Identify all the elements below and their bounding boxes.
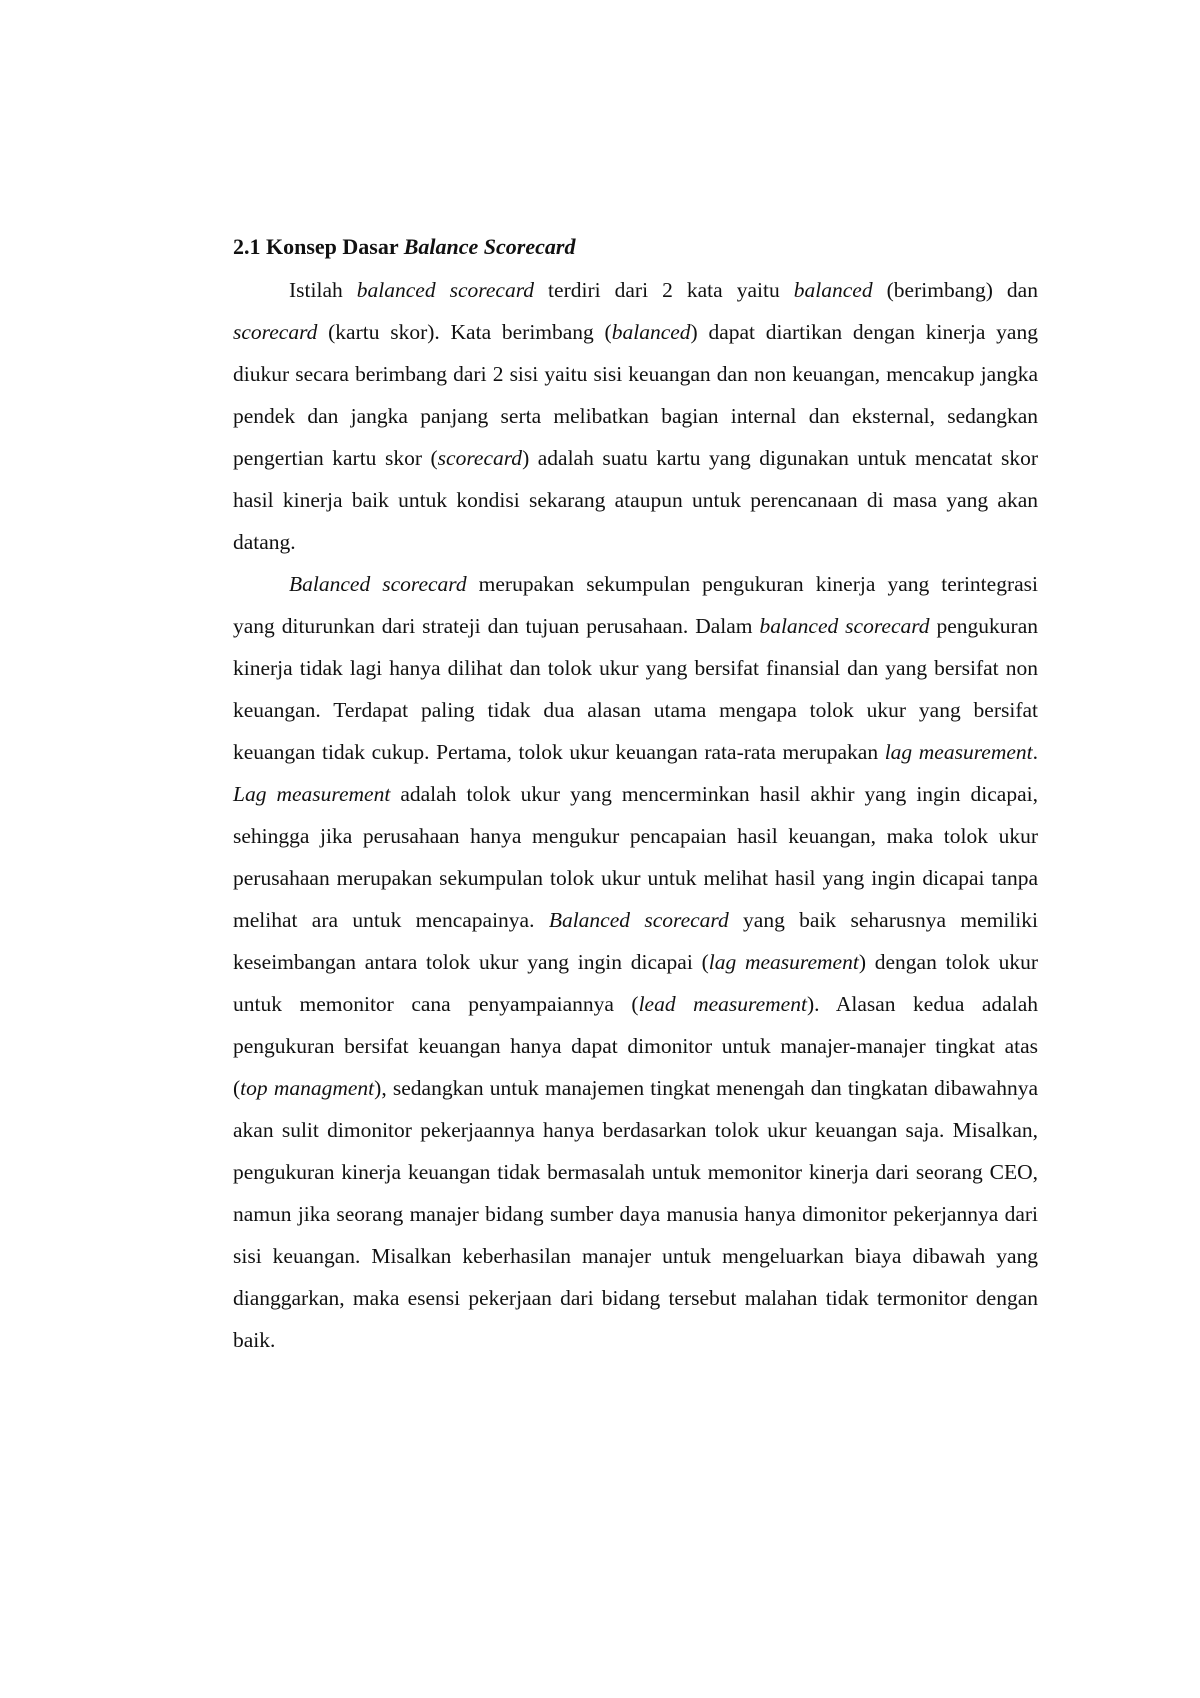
section-heading <box>233 232 1038 262</box>
section-heading-number: 2.1 Konsep Dasar <box>233 234 404 259</box>
italic-term: balanced <box>793 278 873 302</box>
text-run: pengukuran kinerja tidak lagi hanya dilihat dan tolok ukur yang bersifat finansial dan yang bersifat non keuangan. Terdapat paling tidak dua alasan utama mengapa tolok ukur yang bersifat keuangan tidak cukup. Pertama, tolok ukur keuangan rata-rata merupakan <box>233 614 1038 764</box>
text-run: merupakan sekumpulan pengukuran kinerja yang terintegrasi yang diturunkan dari strateji dan tujuan perusahaan. Dalam <box>233 572 1038 638</box>
text-run: ) adalah suatu kartu yang digunakan untuk mencatat skor hasil kinerja baik untuk kondisi sekarang ataupun untuk perencanaan di masa yang akan datang. <box>233 446 1038 554</box>
document-body <box>233 232 1038 1361</box>
italic-term: lag measurement <box>708 950 859 974</box>
italic-term: Lag measurement <box>233 782 391 806</box>
text-run: ) dengan tolok ukur untuk memonitor cana penyampaiannya ( <box>233 950 1038 1016</box>
text-run: yang baik seharusnya memiliki keseimbangan antara tolok ukur yang ingin dicapai ( <box>233 908 1039 974</box>
text-run: ), sedangkan untuk manajemen tingkat menengah dan tingkatan dibawahnya akan sulit dimonitor pekerjaannya hanya berdasarkan tolok ukur keuangan saja. Misalkan, pengukuran kinerja keuangan tidak bermasalah untuk memonitor kinerja dari seorang CEO, namun jika seorang manajer bidang sumber daya manusia hanya dimonitor pekerjannya dari sisi keuangan. Misalkan keberhasilan manajer untuk mengeluarkan biaya dibawah yang dianggarkan, maka esensi pekerjaan dari bidang tersebut malahan tidak termonitor dengan baik. <box>233 1076 1038 1352</box>
text-run: . <box>1032 740 1038 764</box>
italic-term: scorecard <box>233 320 318 344</box>
italic-term: top managment <box>240 1076 375 1100</box>
paragraph-1 <box>233 269 1038 563</box>
paragraph-2 <box>233 563 1038 1361</box>
text-run: Istilah <box>289 278 357 302</box>
italic-term: balanced scorecard <box>759 614 930 638</box>
italic-term: lag measurement <box>884 740 1033 764</box>
text-run: (kartu skor). Kata berimbang ( <box>317 320 612 344</box>
text-run: terdiri dari 2 kata yaitu <box>534 278 794 302</box>
italic-term: Balanced scorecard <box>548 908 729 932</box>
section-heading-italic: Balance Scorecard <box>403 234 576 259</box>
text-run: (berimbang) dan <box>872 278 1038 302</box>
italic-term: Balanced scorecard <box>289 572 467 596</box>
text-run: ). Alasan kedua adalah pengukuran bersifat keuangan hanya dapat dimonitor untuk manajer-manajer tingkat atas ( <box>233 992 1038 1100</box>
text-run: ) dapat diartikan dengan kinerja yang diukur secara berimbang dari 2 sisi yaitu sisi keuangan dan non keuangan, mencakup jangka pendek dan jangka panjang serta melibatkan bagian internal dan eksternal, sedangkan pengertian kartu skor ( <box>233 320 1038 470</box>
italic-term: balanced scorecard <box>356 278 535 302</box>
italic-term: balanced <box>611 320 691 344</box>
text-run: adalah tolok ukur yang mencerminkan hasil akhir yang ingin dicapai, sehingga jika perusahaan hanya mengukur pencapaian hasil keuangan, maka tolok ukur perusahaan merupakan sekumpulan tolok ukur untuk melihat hasil yang ingin dicapai tanpa melihat ara untuk mencapainya. <box>233 782 1038 932</box>
italic-term: lead measurement <box>638 992 807 1016</box>
italic-term: scorecard <box>437 446 523 470</box>
